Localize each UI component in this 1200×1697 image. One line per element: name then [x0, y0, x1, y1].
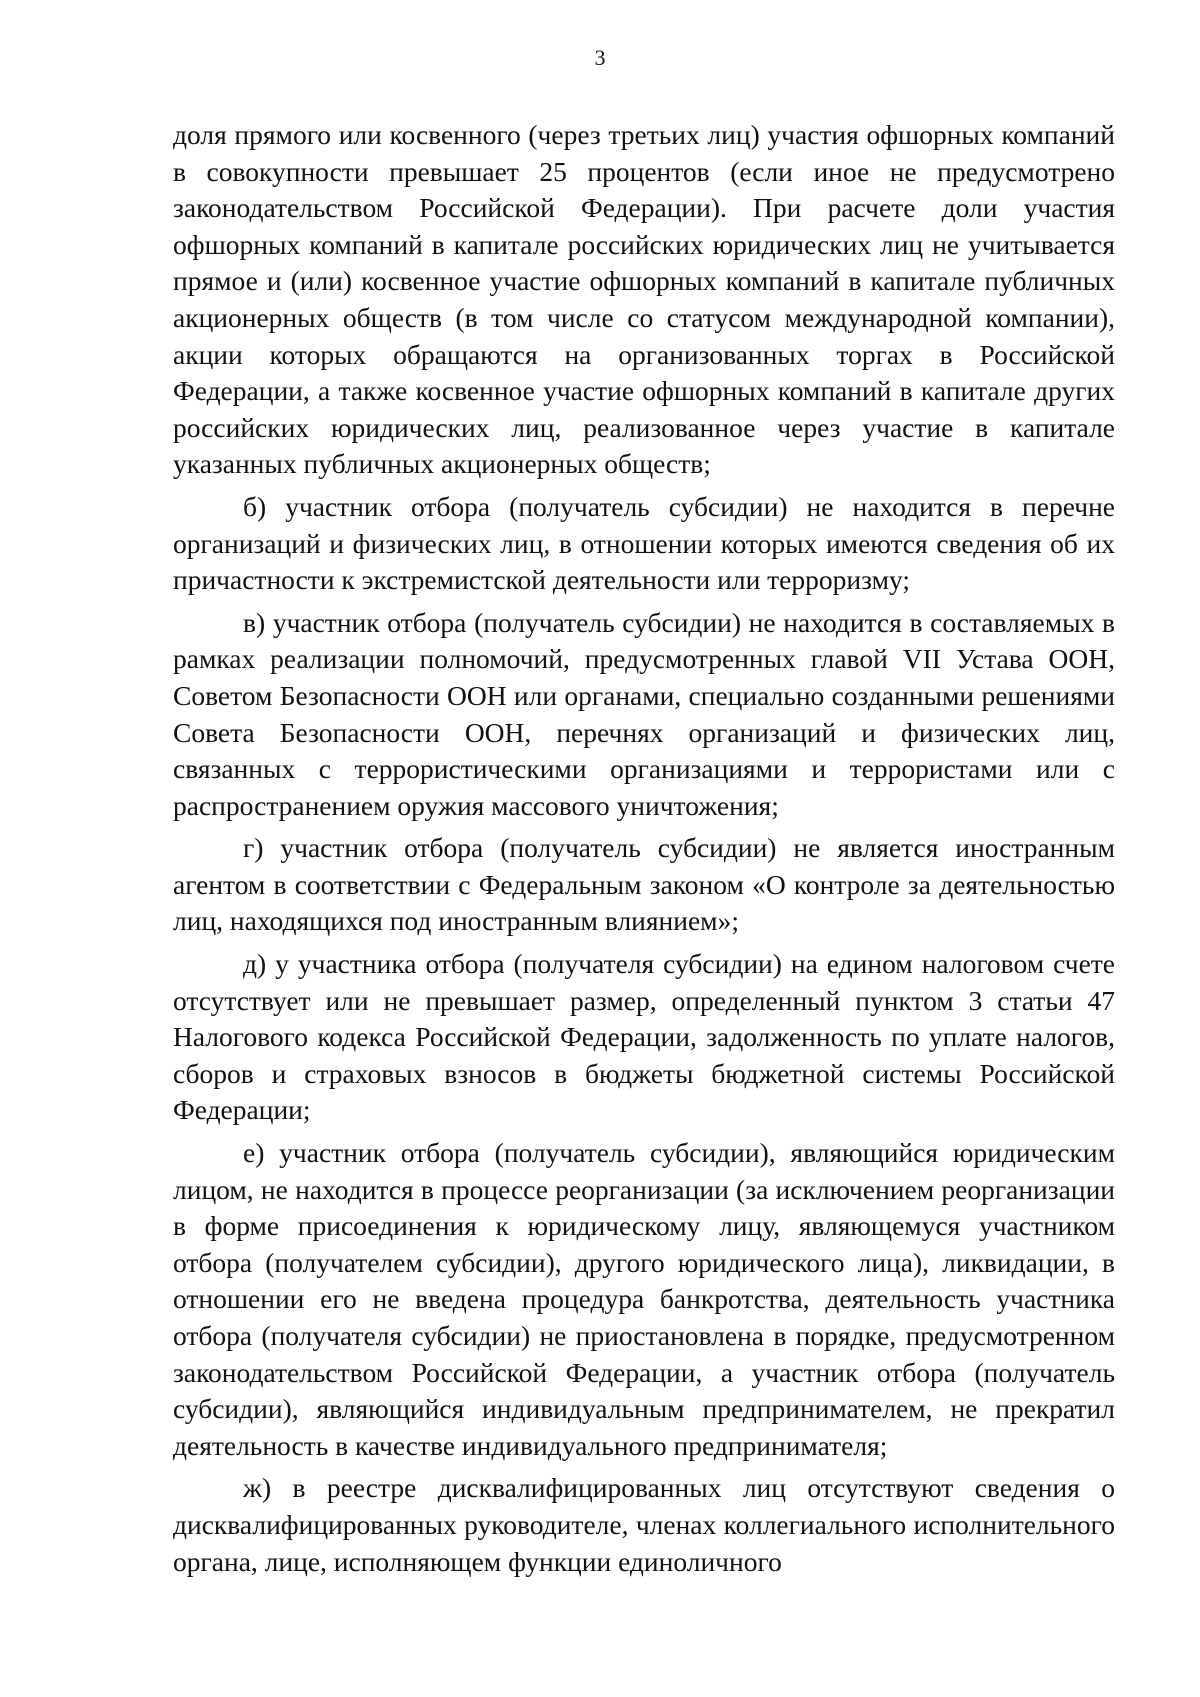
paragraph-v: в) участник отбора (получатель субсидии) не находится в составляемых в рамках реализации полномочий, предусмотренных главой VII Устава ООН, Советом Безопасности ООН или органами, специально созданными решениями Совета Безопасности ООН, перечнях организаций и физических лиц, связанных с террористическими организациями и террористами или с распространением оружия массового уничтожения;	[173, 606, 1115, 821]
paragraph-continuation: доля прямого или косвенного (через третьих лиц) участия офшорных компаний в совокупности превышает 25 процентов (если иное не предусмотрено законодательством Российской Федерации). При расчете доли участия офшорных компаний в капитале российских юридических лиц не учитывается прямое и (или) косвенное участие офшорных компаний в капитале публичных акционерных обществ (в том числе со статусом международной компании), акции которых обращаются на организованных торгах в Российской Федерации, а также косвенное участие офшорных компаний в капитале других российских юридических лиц, реализованное через участие в капитале указанных публичных акционерных обществ;	[173, 119, 1115, 480]
paragraph-b: б) участник отбора (получатель субсидии) не находится в перечне организаций и физических лиц, в отношении которых имеются сведения об их причастности к экстремистской деятельности или терроризму;	[173, 490, 1115, 596]
paragraph-d: д) у участника отбора (получателя субсидии) на едином налоговом счете отсутствует или не превышает размер, определенный пунктом 3 статьи 47 Налогового кодекса Российской Федерации, задолженность по уплате налогов, сборов и страховых взносов в бюджеты бюджетной системы Российской Федерации;	[173, 948, 1115, 1126]
page-number: 3	[594, 45, 606, 70]
paragraph-zh: ж) в реестре дисквалифицированных лиц отсутствуют сведения о дисквалифицированных руководителе, членах коллегиального исполнительного органа, лице, исполняющем функции единоличного	[173, 1472, 1115, 1577]
paragraph-g: г) участник отбора (получатель субсидии) не является иностранным агентом в соответствии с Федеральным законом «О контроле за деятельностью лиц, находящихся под иностранным влиянием»;	[173, 832, 1115, 937]
document-body	[173, 117, 1115, 1586]
paragraph-e: е) участник отбора (получатель субсидии), являющийся юридическим лицом, не находится в процессе реорганизации (за исключением реорганизации в форме присоединения к юридическому лицу, являющемуся участником отбора (получателем субсидии), другого юридического лица), ликвидации, в отношении его не введена процедура банкротства, деятельность участника отбора (получателя субсидии) не приостановлена в порядке, предусмотренном законодательством Российской Федерации, а участник отбора (получатель субсидии), являющийся индивидуальным предпринимателем, не прекратил деятельность в качестве индивидуального предпринимателя;	[173, 1137, 1115, 1461]
